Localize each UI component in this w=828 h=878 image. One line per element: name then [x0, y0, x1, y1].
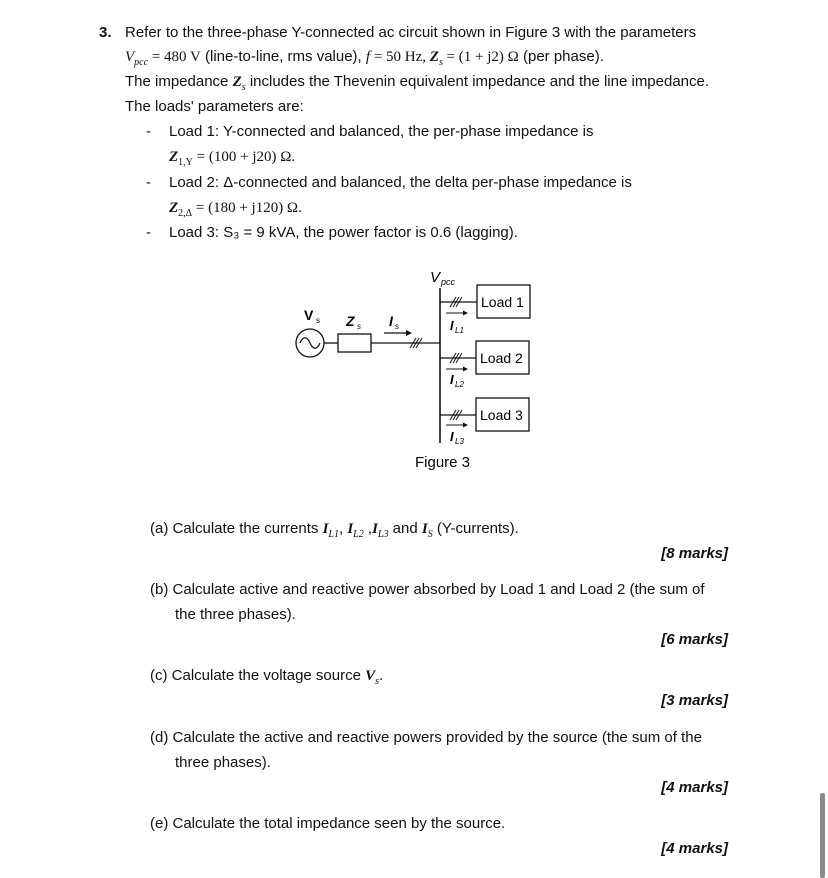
il3-arrowhead: [463, 423, 468, 428]
il2-arrowhead: [463, 367, 468, 372]
part-a-sep2: ,: [363, 520, 373, 537]
zs-value: = (1 + j2) Ω: [442, 49, 519, 65]
il3-sym-sub: L3: [377, 529, 389, 540]
load1-dash: -: [146, 123, 151, 140]
il1-sym: I: [322, 521, 329, 537]
part-a-marks: [8 marks]: [661, 545, 728, 562]
il2-sym-sub: L2: [353, 529, 364, 540]
is-label-sub: s: [395, 322, 399, 331]
part-a-tail: (Y-currents).: [432, 520, 519, 537]
il3-sym: I: [372, 521, 378, 537]
part-c-tail: .: [379, 667, 384, 684]
il3-label: I: [450, 429, 454, 444]
il1-label-sub: L1: [455, 326, 464, 335]
vpcc-label-sub: pcc: [441, 277, 456, 287]
load3-text: Load 3: S₃ = 9 kVA, the power factor is 0.6 (lagging).: [169, 224, 518, 241]
part-b-line2: the three phases).: [175, 606, 296, 623]
vpcc-label: V: [430, 269, 441, 286]
part-e-marks: [4 marks]: [661, 840, 728, 857]
z1y-value: = (100 + j20) Ω.: [192, 149, 296, 165]
vertical-scrollbar[interactable]: [820, 793, 825, 878]
part-a-text: (a) Calculate the currents: [150, 520, 319, 537]
part-a-and: and: [388, 520, 418, 537]
vpcc-symbol: V: [125, 49, 135, 65]
is-sym-sub: S: [427, 529, 433, 540]
load2-box-label: Load 2: [480, 350, 523, 366]
z1y-symbol: Z: [169, 149, 179, 165]
il2-sym: I: [347, 521, 354, 537]
zs-impedance-box: [338, 334, 371, 352]
vs-label: V: [304, 307, 314, 323]
load2-dash: -: [146, 174, 151, 191]
zs-label: Z: [346, 313, 355, 329]
part-d-marks: [4 marks]: [661, 779, 728, 796]
figure-caption: Figure 3: [415, 454, 471, 471]
load2-text: Load 2: Δ-connected and balanced, the delta per-phase impedance is: [169, 174, 632, 191]
part-a: [150, 520, 519, 540]
f-value: = 50 Hz,: [370, 49, 430, 65]
il2-label: I: [450, 372, 454, 387]
zs-subscript-2: s: [241, 82, 246, 93]
part-c-marks: [3 marks]: [661, 692, 728, 709]
load1-text: Load 1: Y-connected and balanced, the per-phase impedance is: [169, 123, 594, 140]
part-b-marks: [6 marks]: [661, 631, 728, 648]
zs-label-sub: s: [357, 322, 361, 331]
vpcc-subscript: pcc: [134, 57, 149, 68]
part-d-line2: three phases).: [175, 754, 271, 771]
question-intro: Refer to the three-phase Y-connected ac circuit shown in Figure 3 with the parameters: [125, 24, 697, 41]
zs-symbol: Z: [429, 49, 439, 65]
vpcc-note: (line-to-line, rms value),: [200, 48, 366, 65]
vpcc-value: = 480 V: [148, 49, 201, 65]
vs-sym-sub: s: [375, 676, 380, 687]
f-symbol: f: [365, 49, 371, 65]
sine-wave-icon: [300, 338, 320, 349]
z2d-value: = (180 + j120) Ω.: [192, 200, 302, 216]
load3-box-label: Load 3: [480, 407, 523, 423]
il1-sym-sub: L1: [328, 529, 339, 540]
zs-note: (per phase).: [518, 48, 604, 65]
z1y-subscript: 1,Y: [178, 157, 193, 168]
z2d-subscript: 2,Δ: [178, 208, 193, 219]
zs-symbol-2: Z: [232, 74, 242, 90]
is-label: I: [389, 313, 393, 329]
il3-label-sub: L3: [455, 437, 464, 446]
question-number: 3.: [99, 24, 112, 41]
impedance-line-start: The impedance: [125, 73, 229, 90]
part-d-line1: (d) Calculate the active and reactive powers provided by the source (the sum of the: [150, 729, 702, 746]
part-a-sep1: ,: [338, 520, 348, 537]
part-b-line1: (b) Calculate active and reactive power absorbed by Load 1 and Load 2 (the sum of: [150, 581, 705, 598]
zs-subscript: s: [438, 57, 443, 68]
part-e: (e) Calculate the total impedance seen by the source.: [150, 815, 506, 832]
load1-box-label: Load 1: [481, 294, 524, 310]
vs-label-sub: s: [316, 316, 320, 325]
part-c: [150, 667, 383, 687]
is-sym: I: [421, 521, 428, 537]
part-c-text: (c) Calculate the voltage source: [150, 667, 361, 684]
il1-arrowhead: [463, 311, 468, 316]
il1-label: I: [450, 318, 454, 333]
z2d-symbol: Z: [169, 200, 179, 216]
impedance-line-rest: includes the Thevenin equivalent impedance and the line impedance.: [245, 73, 710, 90]
loads-intro: The loads' parameters are:: [125, 98, 304, 115]
load3-dash: -: [146, 224, 151, 241]
il2-label-sub: L2: [455, 380, 464, 389]
is-arrowhead: [406, 330, 412, 336]
vs-sym: V: [365, 668, 376, 684]
